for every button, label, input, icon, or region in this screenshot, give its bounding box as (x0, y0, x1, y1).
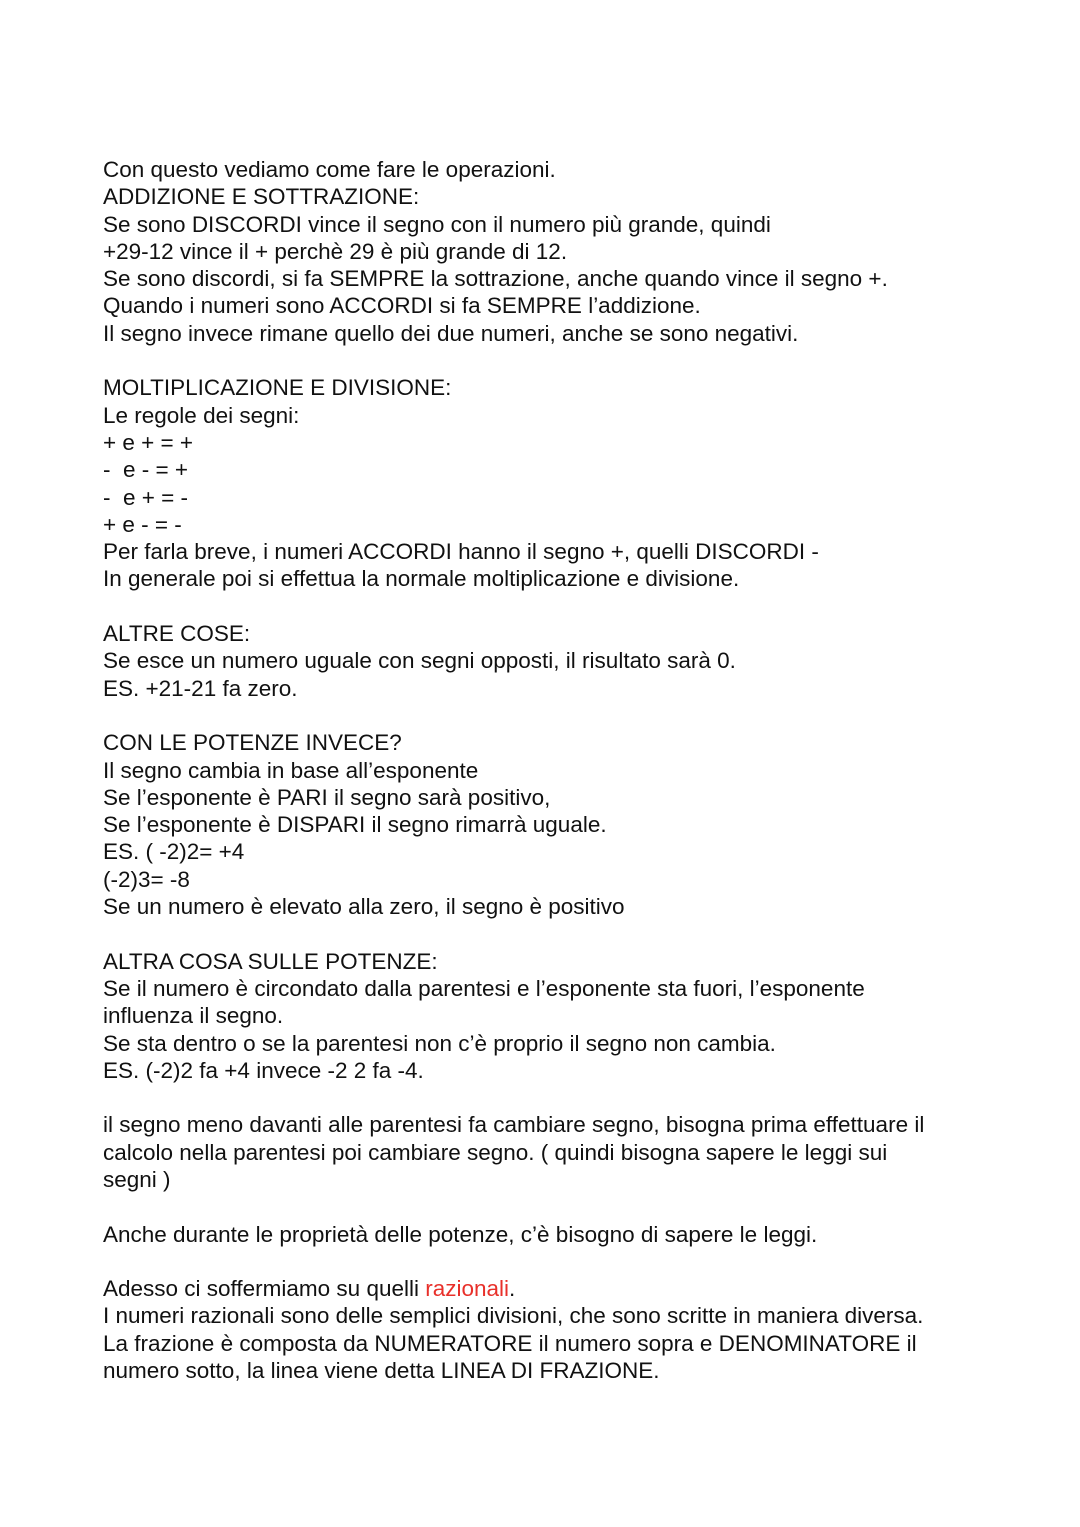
text-line: segni ) (103, 1166, 171, 1192)
section-heading: ADDIZIONE E SOTTRAZIONE: (103, 184, 420, 210)
text-line: La frazione è composta da NUMERATORE il numero sopra e DENOMINATORE il (103, 1330, 917, 1356)
section-altre-cose (103, 620, 1003, 702)
section-potenze (103, 729, 1003, 920)
paragraph-gap (103, 1193, 1003, 1220)
sign-rule: + e + = + (103, 429, 194, 455)
text-line: Se l’esponente è PARI il segno sarà positivo, (103, 784, 551, 810)
text-line: Se esce un numero uguale con segni opposti, il risultato sarà 0. (103, 648, 736, 674)
text-line: Se sono DISCORDI vince il segno con il numero più grande, quindi (103, 211, 771, 237)
section-altra-cosa-potenze (103, 948, 1003, 1084)
sign-rule: + e - = - (103, 511, 182, 537)
paragraph-gap (103, 347, 1003, 374)
text-line: Con questo vediamo come fare le operazioni. (103, 157, 556, 182)
paragraph-gap (103, 1084, 1003, 1111)
text-line: Per farla breve, i numeri ACCORDI hanno il segno +, quelli DISCORDI - (103, 539, 819, 565)
text-line: ES. (-2)2 fa +4 invece -2 2 fa -4. (103, 1057, 424, 1083)
text-line (103, 1275, 1003, 1302)
section-heading: ALTRE COSE: (103, 621, 251, 647)
text-line: il segno meno davanti alle parentesi fa cambiare segno, bisogna prima effettuare il (103, 1112, 925, 1138)
text-line: Le regole dei segni: (103, 402, 300, 428)
text-line: Se il numero è circondato dalla parentesi e l’esponente sta fuori, l’esponente (103, 975, 865, 1001)
paragraph-gap (103, 920, 1003, 947)
document-body (103, 156, 1003, 1384)
text-line: Se sono discordi, si fa SEMPRE la sottrazione, anche quando vince il segno +. (103, 266, 888, 292)
section-proprieta-potenze (103, 1221, 1003, 1248)
section-segno-meno (103, 1111, 1003, 1193)
text-line: calcolo nella parentesi poi cambiare segno. ( quindi bisogna sapere le leggi sui (103, 1139, 888, 1165)
paragraph-gap (103, 1248, 1003, 1275)
text-line: Il segno invece rimane quello dei due numeri, anche se sono negativi. (103, 320, 799, 346)
text-fragment: . (509, 1276, 516, 1302)
text-line: numero sotto, la linea viene detta LINEA DI FRAZIONE. (103, 1358, 660, 1384)
text-line: (-2)3= -8 (103, 866, 190, 892)
sign-rule: - e - = + (103, 457, 189, 483)
section-addizione (103, 156, 1003, 347)
highlighted-term: razionali (425, 1276, 510, 1302)
text-line: Se sta dentro o se la parentesi non c’è proprio il segno non cambia. (103, 1030, 776, 1056)
text-line: +29-12 vince il + perchè 29 è più grande di 12. (103, 238, 568, 264)
text-line: ES. +21-21 fa zero. (103, 675, 298, 701)
text-line: I numeri razionali sono delle semplici divisioni, che sono scritte in maniera diversa. (103, 1303, 924, 1329)
text-line: Se un numero è elevato alla zero, il segno è positivo (103, 894, 625, 920)
paragraph-gap (103, 702, 1003, 729)
text-line: In generale poi si effettua la normale moltiplicazione e divisione. (103, 566, 740, 592)
sign-rule: - e + = - (103, 484, 189, 510)
section-heading: ALTRA COSA SULLE POTENZE: (103, 948, 438, 974)
text-line: Se l’esponente è DISPARI il segno rimarrà uguale. (103, 812, 607, 838)
text-line: ES. ( -2)2= +4 (103, 839, 245, 865)
text-line: Il segno cambia in base all’esponente (103, 757, 479, 783)
text-fragment: Adesso ci soffermiamo su quelli (103, 1276, 426, 1302)
section-heading: CON LE POTENZE INVECE? (103, 730, 402, 756)
text-line: Quando i numeri sono ACCORDI si fa SEMPRE l’addizione. (103, 293, 701, 319)
section-heading: MOLTIPLICAZIONE E DIVISIONE: (103, 375, 452, 401)
section-moltiplicazione (103, 374, 1003, 592)
paragraph-gap (103, 593, 1003, 620)
section-razionali (103, 1275, 1003, 1384)
text-line: influenza il segno. (103, 1003, 284, 1029)
text-line: Anche durante le proprietà delle potenze, c’è bisogno di sapere le leggi. (103, 1221, 818, 1247)
